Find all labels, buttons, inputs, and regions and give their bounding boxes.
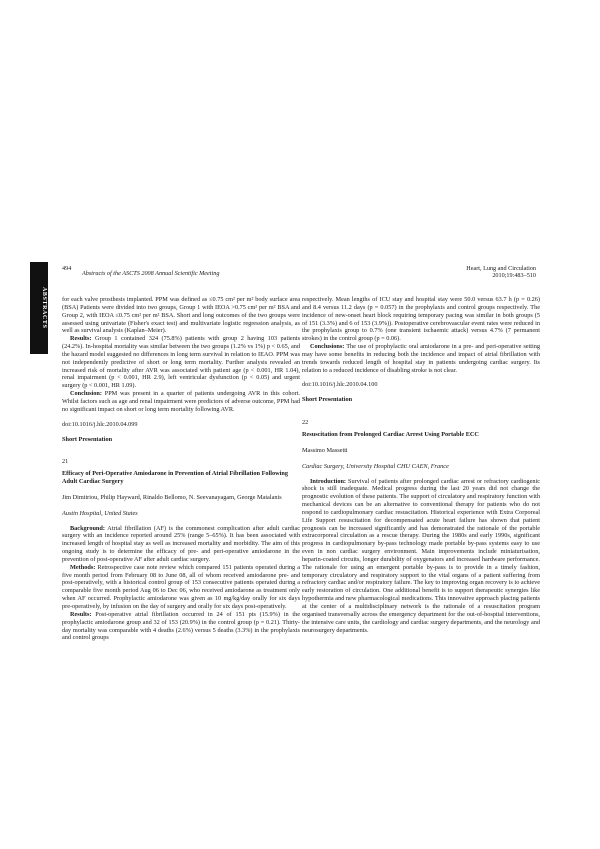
abstract-20-conclusion: [62, 390, 300, 414]
methods-text: Retrospective case note review which compared 151 patients operated during a five month period from February 08 to June 08, all of whom received amiodarone pre- and post-operatively, with a historical control group of 153 consecutive patients operated during a comparable five month period Aug 06 to Dec 06, who received amiodarone as treatment only when AF occurred. Prophylactic amiodarone was given as 10 mg/kg/day orally for six days pre-operatively, by infusion on the day of surgery and orally for six days post-operatively.: [62, 563, 300, 610]
abstract-methods: [62, 564, 300, 611]
conclusion-text: PPM was present in a quarter of patients undergoing AVR in this cohort. Whilst factors such as age and renal impairment were predictors of adverse outcome, PPM had no significant impact on short or long term mortality following AVR.: [62, 390, 300, 413]
background-label: Background:: [70, 524, 105, 532]
conclusions-label: Conclusions:: [310, 343, 345, 351]
page-number: 494: [62, 265, 72, 272]
abstract-21-continued: respectively. Mean lengths of ICU stay and hospital stay were 50.0 versus 63.7 h (p = 0.26) and 8.4 versus 11.2 days (p = 0.057) in the prophylaxis and control groups respectively. The incidence of new-onset heart block requiring temporary pacing was similar in both groups (5 of 151 (3.3%) and 6 of 153 (3.9%)). Postoperative cerebrovascular event rates were reduced in the prophylaxis group to 0.7% (one transient ischaemic attack) versus 4.7% (7 permanent strokes) in the control group (p = 0.06).: [302, 296, 540, 343]
journal-name: Heart, Lung and Circulation: [466, 265, 536, 272]
abstract-introduction: [302, 478, 540, 635]
abstract-background: [62, 525, 300, 564]
section-heading: Short Presentation: [62, 435, 113, 443]
results-text: Post-operative atrial fibrillation occurred in 24 of 151 pts (15.9%) in the prophylactic amiodarone group and 32 of 153 (20.9%) in the control group (p = 0.21). Thirty-day mortality was comparable with 4 deaths (2.6%) versus 5 deaths (3.3%) in the prophylaxis and control groups: [62, 610, 300, 642]
right-column: [302, 296, 540, 634]
abstract-authors: Massimo Massetti: [302, 446, 348, 454]
introduction-label: Introduction:: [310, 477, 347, 485]
results-text: Group 1 contained 324 (75.8%) patients with group 2 having 103 patients (24.2%). In-hospital mortality was similar between the two groups (1.2% vs 1%) p < 0.65, and the hazard model suggested no differences in long term survival in relation to IEAO. PPM was not independently predictive of short or long term mortality. Further analysis revealed an increased risk of mortality after AVR was associated with patient age (p < 0.001, HR 1.04), renal impairment (p < 0.001, HR 2.9), left ventricular dysfunction (p < 0.05) and urgent surgery (p < 0.001, HR 1.09).: [62, 335, 300, 390]
background-text: Atrial fibrillation (AF) is the commonest complication after adult cardiac surgery with an incidence reported around 25% (range 5–65%). It has been associated with increased length of hospital stay as well as increased mortality and morbidity. The aim of this ongoing study is to determine the efficacy of pre- and peri-operative amiodarone in the prevention of post-operative AF after adult cardiac surgery.: [62, 524, 300, 563]
abstract-affiliation: Austin Hospital, United States: [62, 509, 138, 517]
abstracts-side-tab: [30, 262, 48, 354]
abstract-number: 21: [62, 458, 69, 466]
running-title: Abstracts of the ASCTS 2008 Annual Scientific Meeting: [82, 270, 220, 277]
abstract-results: [62, 611, 300, 642]
abstract-20-continued: for each valve prosthesis implanted. PPM was defined as ≤0.75 cm² per m² body surface area (BSA) Patients were divided into two groups, Group 1 with IEOA >0.75 cm² per m² BSA and Group 2, with IEOA ≤0.75 cm² per m² BSA. Short and long outcomes of the two groups were assessed using univariate (Fisher's exact test) and multivariate logistic regression analysis, as well as survival analysis (Kaplan–Meier).: [62, 296, 300, 335]
abstract-affiliation: Cardiac Surgery, University Hospital CHU CAEN, France: [302, 462, 449, 470]
results-label: Results:: [70, 610, 92, 618]
abstract-20-results: [62, 335, 300, 390]
abstract-number: 22: [302, 419, 309, 427]
abstract-title: Efficacy of Peri-Operative Amiodarone in Prevention of Atrial Fibrillation Following Adult Cardiac Surgery: [62, 470, 288, 486]
conclusion-label: Conclusion:: [70, 390, 102, 398]
doi-link[interactable]: doi:10.1016/j.hlc.2010.04.100: [302, 381, 378, 389]
side-tab-label: ABSTRACTS: [41, 287, 47, 329]
abstract-title: Resuscitation from Prolonged Cardiac Arrest Using Portable ECC: [302, 430, 479, 438]
methods-label: Methods:: [70, 563, 96, 571]
section-heading: Short Presentation: [302, 396, 353, 404]
conclusions-text: The use of prophylactic oral amiodarone in a pre- and peri-operative setting may have some benefits in reducing both the incidence and impact of atrial fibrillation with trends towards reduced length of hospital stay in patients undergoing cardiac surgery. Its relation to a reduced incidence of disabling stroke is not clear.: [302, 343, 540, 374]
abstract-authors: Jim Dimitriou, Philip Hayward, Rinaldo Bellomo, N. Seevanayagam, George Matalanis: [62, 493, 282, 501]
introduction-text: Survival of patients after prolonged cardiac arrest or refractory cardiogenic shock is still inadequate. Medical progress during the last 20 years did not change the prognostic evolution of these patients. The support of circulatory and respiratory function with mechanical devices can be an alternative to conventional therapy for patients who do not respond to cardiopulmonary cardiac resuscitation. Historical experience with Extra Corporeal Life Support resuscitation for decompensated acute heart failure has shown that patient prognosis can be increased significantly and has demonstrated the rationale of the portable extracorporeal circulation as a rescue therapy. During the 1980s and early 1990s, significant progress in cardiopulmonary by-pass technology made portable by-pass systems easy to use even in non cardiac surgery environment. Main improvements include miniaturisation, heparin-coated circuits, longer durability of oxygenators and increased hardware performance. The rationale for using an emergent portable by-pass is to provide in a timely fashion, temporary circulatory and respiratory support to the vital organs of a patient suffering from refractory cardiac and/or respiratory failure. The key to improving organ recovery is to achieve early restoration of circulation. One additional benefit is to support therapeutic synergies like hypothermia and new pharmacological medications. This innovative approach placing patients at the center of a multidisciplinary network is the rationale of a resuscitation program organised transversally across the emergency department for the out-of-hospital interventions, the intensive care units, the cardiology and cardiac surgery departments, and the neurology and neurosurgery departments.: [302, 477, 540, 634]
results-label: Results:: [70, 335, 92, 343]
doi-link[interactable]: doi:10.1016/j.hlc.2010.04.099: [62, 420, 138, 428]
abstract-21-conclusions: [302, 343, 540, 374]
left-column: [62, 296, 300, 642]
journal-citation: 2010;19:483–510: [492, 272, 536, 280]
journal-header: [466, 265, 536, 280]
